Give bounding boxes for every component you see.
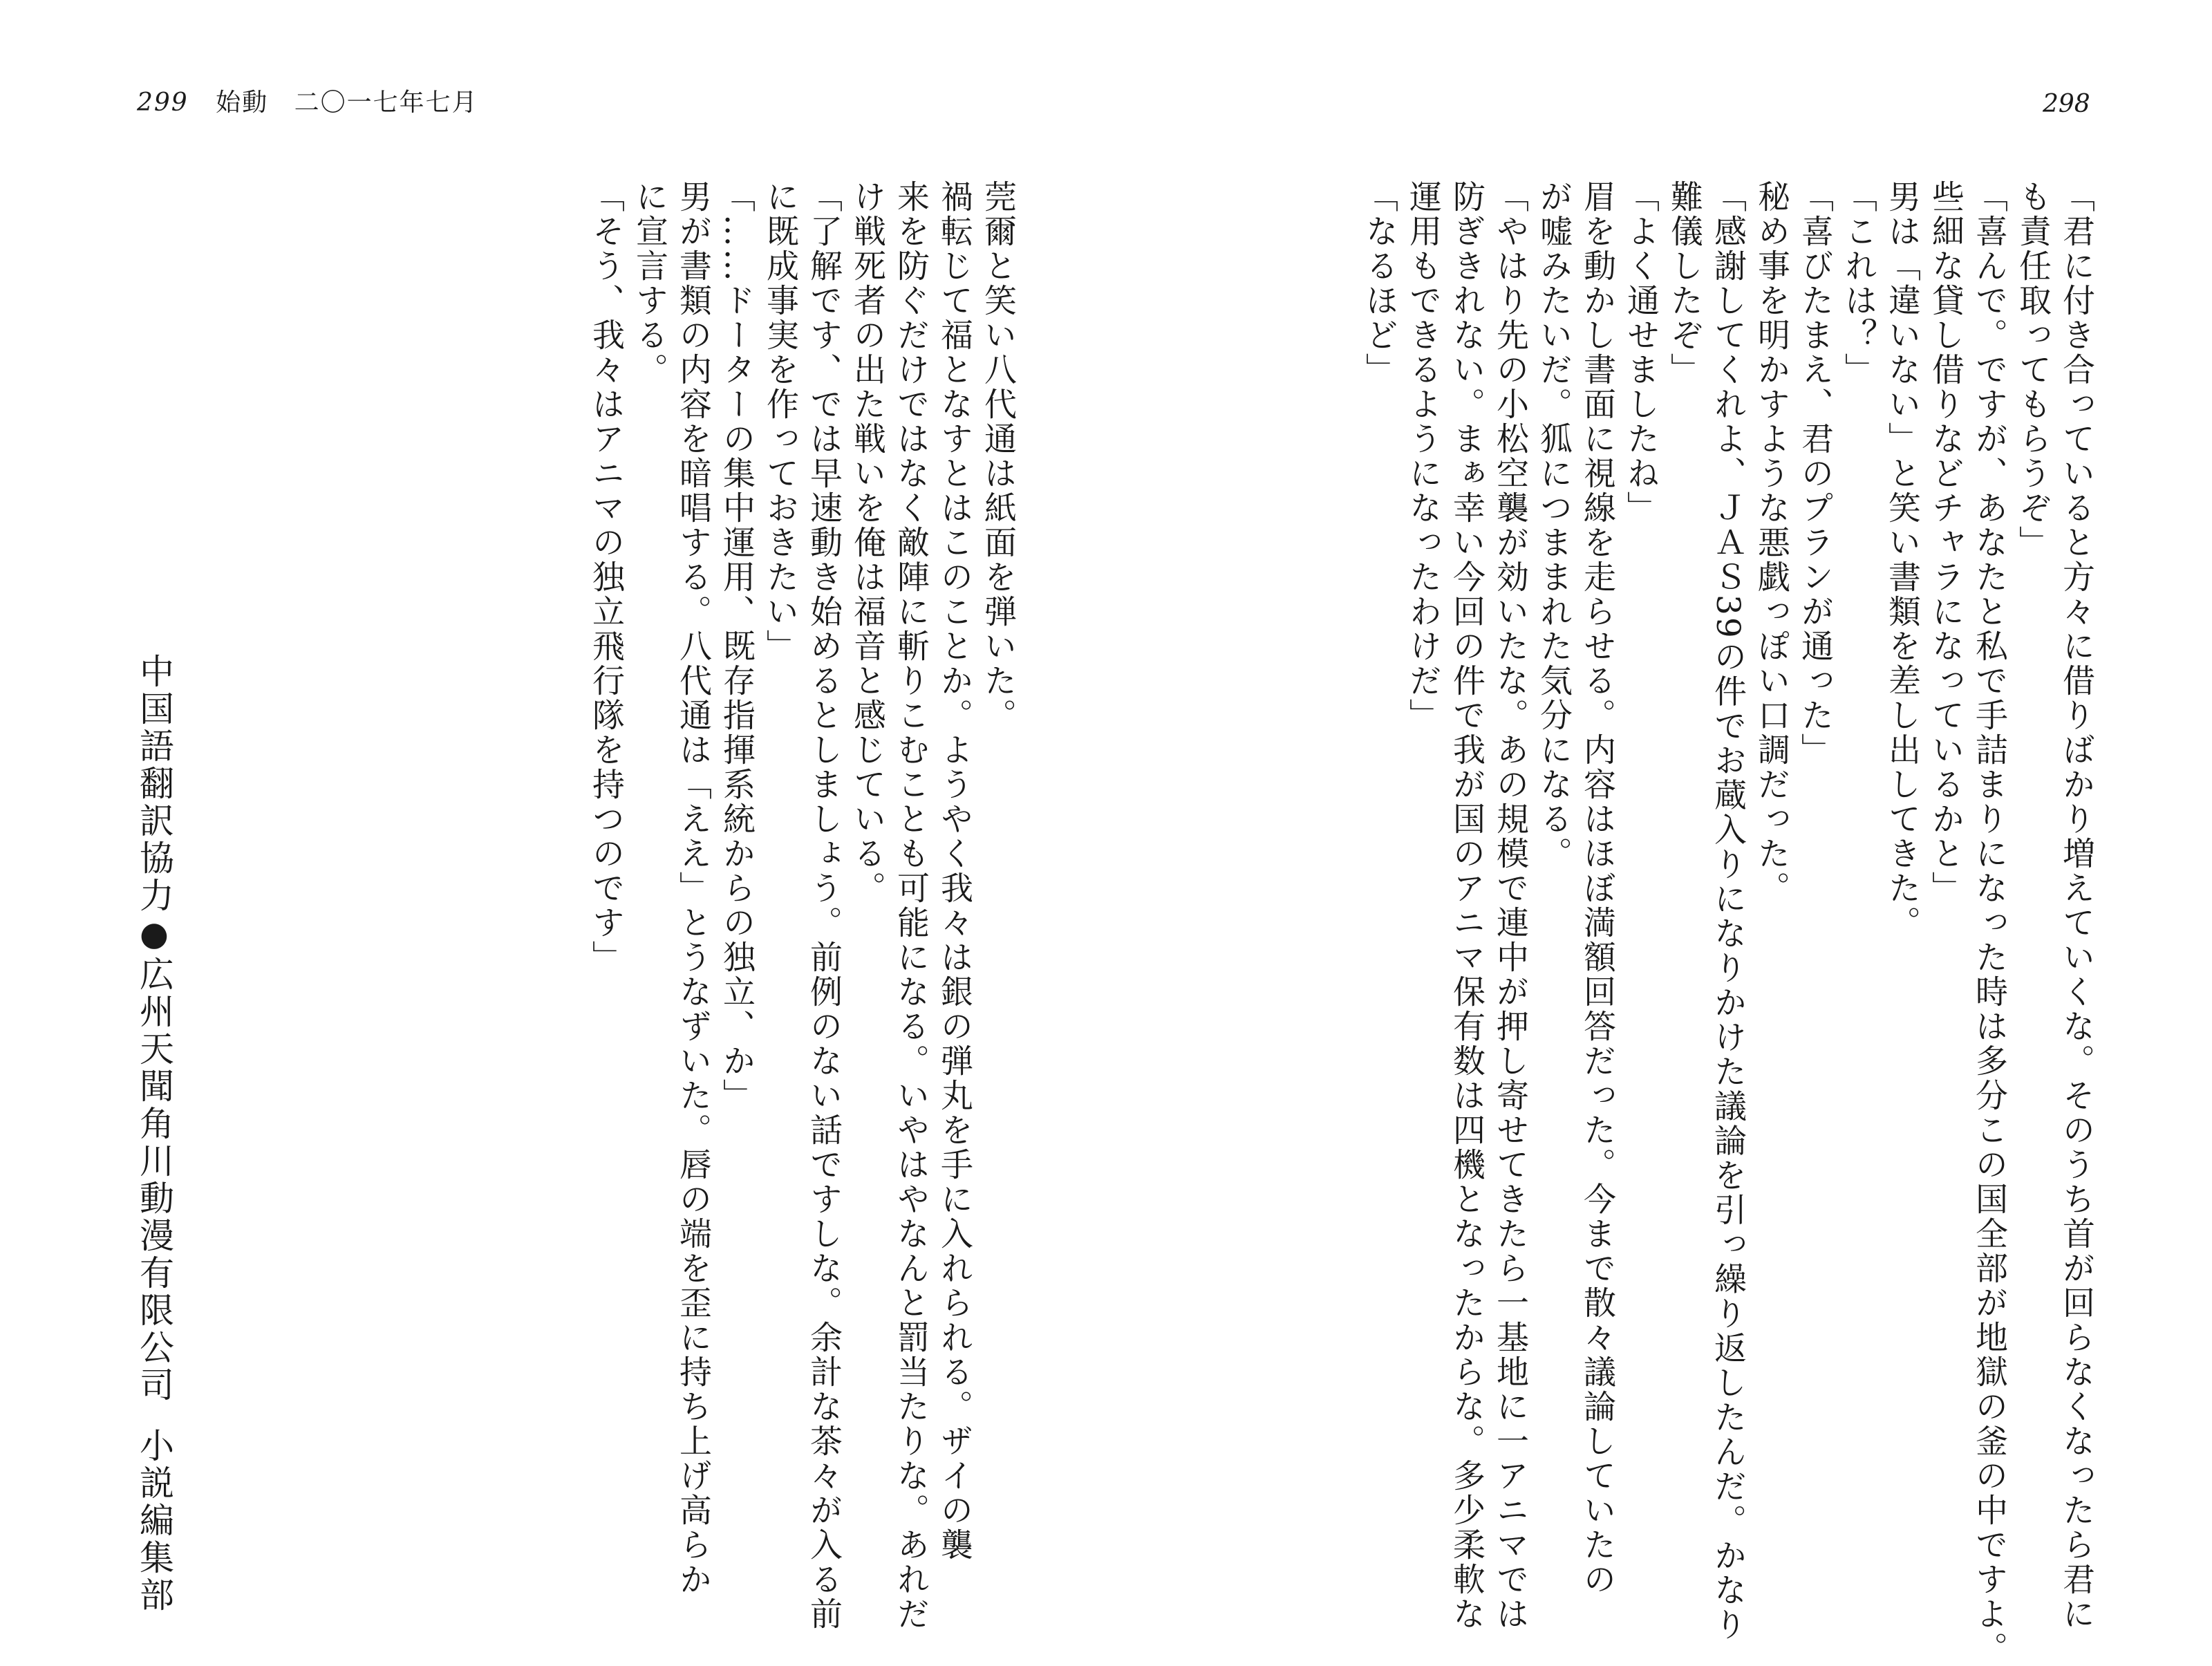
credit-label: 中国語翻訳協力 [134, 653, 174, 915]
text-line: 運用もできるようになったわけだ」 [1404, 180, 1442, 733]
text-line: に既成事実を作っておきたい」 [761, 180, 799, 664]
text-line: 来を防ぐだけではなく敵陣に斬りこむことも可能になる。いやはやなんと罰当たりな。あれだ [892, 180, 930, 1631]
text-line: 莞爾と笑い八代通は紙面を弾いた。 [979, 180, 1017, 733]
text-line: 「なるほど」 [1360, 180, 1398, 387]
text-line: 「やはり先の小松空襲が効いたな。あの規模で連中が押し寄せてきたら一基地に一アニマでは [1491, 180, 1529, 1631]
left-page-text [508, 180, 1020, 1631]
text-line: 「了解です、では早速動き始めるとしましょう。前例のない話ですしな。余計な茶々が入る前 [805, 180, 843, 1631]
text-line: 男は「違いない」と笑い書類を差し出してきた。 [1883, 180, 1921, 940]
running-header-left [137, 83, 478, 118]
page-number-left: 299 [137, 88, 189, 117]
page-number-right: 298 [2043, 90, 2090, 118]
right-page-text [1217, 180, 2098, 1666]
text-line: 男が書類の内容を暗唱する。八代通は「ええ」とうなずいた。唇の端を歪に持ち上げ高らか [674, 180, 712, 1597]
text-line: 「よく通せましたね」 [1622, 180, 1660, 525]
text-line: 「喜びたまえ、君のプランが通った」 [1796, 180, 1834, 767]
text-line: 眉を動かし書面に視線を走らせる。内容はほぼ満額回答だった。今まで散々議論していたの [1578, 180, 1616, 1597]
text-line: 些細な貸し借りなどチャラになっているかと」 [1927, 180, 1965, 906]
chapter-title: 始動 [216, 88, 269, 117]
text-line: け戦死者の出た戦いを俺は福音と感じている。 [848, 180, 886, 906]
text-line: が嘘みたいだ。狐につままれた気分になる。 [1535, 180, 1573, 871]
text-line: に宣言する。 [630, 180, 668, 387]
text-line: 「そう、我々はアニマの独立飛行隊を持つのです」 [587, 180, 625, 975]
credit-department: 小説編集部 [134, 1428, 174, 1614]
text-line: 「君に付き合っていると方々に借りばかり増えていくな。そのうち首が回らなくなったら君に [2057, 180, 2095, 1631]
text-line: 「……ドーターの集中運用、既存指揮系統からの独立、か」 [718, 180, 756, 1113]
text-line: 「感謝してくれよ、ＪＡＳ39の件でお蔵入りになりかけた議論を引っ繰り返したんだ。かなり [1709, 180, 1747, 1642]
credit-company: 広州天聞角川動漫有限公司 [134, 956, 174, 1404]
bullet-separator: ● [135, 915, 174, 956]
text-line: 防ぎきれない。まぁ幸い今回の件で我が国のアニマ保有数は四機となったからな。多少柔軟な [1447, 180, 1485, 1631]
text-line: 「これは？」 [1839, 180, 1877, 387]
text-line: 秘め事を明かすような悪戯っぽい口調だった。 [1752, 180, 1790, 906]
text-line: も責任取ってもらうぞ」 [2014, 180, 2052, 560]
text-line: 禍転じて福となすとはこのことか。ようやく我々は銀の弾丸を手に入れられる。ザイの襲 [935, 180, 973, 1562]
translation-credit [130, 653, 178, 1614]
chapter-date: 二〇一七年七月 [294, 88, 478, 117]
text-line: 難儀したぞ」 [1665, 180, 1703, 387]
text-line: 「喜んで。ですが、あなたと私で手詰まりになった時は多分この国全部が地獄の釜の中ですよ。 [1970, 180, 2008, 1666]
